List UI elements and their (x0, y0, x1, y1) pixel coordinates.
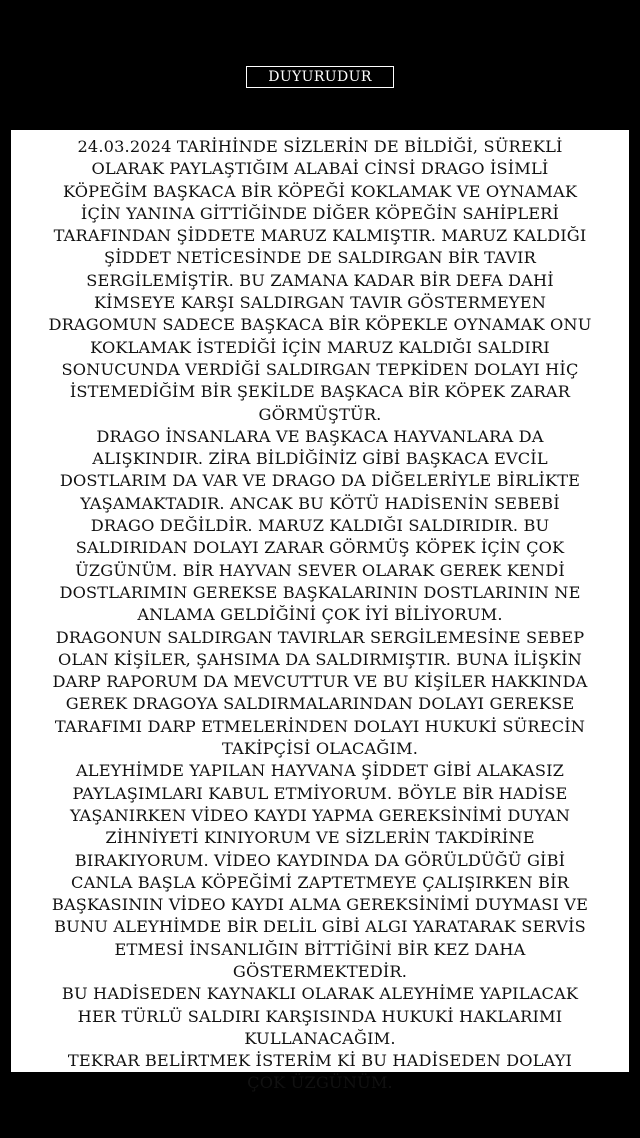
statement-line: DRAGOMUN SADECE BAŞKACA BİR KÖPEKLE OYNAMAK ONU (48, 315, 592, 335)
announcement-title: DUYURUDUR (246, 66, 394, 88)
statement-line: CANLA BAŞLA KÖPEĞİMİ ZAPTETMEYE ÇALIŞIRKEN BİR (71, 872, 569, 892)
statement-line: ŞİDDET NETİCESİNDE DE SALDIRGAN BİR TAVIR (104, 248, 536, 268)
statement-line: DOSTLARIMIN GEREKSE BAŞKALARININ DOSTLARININ NE (59, 582, 581, 602)
statement-line: DRAGO DEĞİLDİR. MARUZ KALDIĞI SALDIRIDIR. BU (90, 516, 550, 536)
statement-line: ANLAMA GELDİĞİNİ ÇOK İYİ BİLİYORUM. (137, 605, 503, 625)
statement-paper (11, 130, 629, 1093)
statement-line: DRAGO İNSANLARA VE BAŞKACA HAYVANLARA DA (96, 426, 544, 446)
statement-line: YAŞANIRKEN VİDEO KAYDI YAPMA GEREKSİNİMİ DUYAN (69, 805, 571, 825)
statement-text (11, 136, 629, 1095)
statement-line: SALDIRIDAN DOLAYI ZARAR GÖRMÜŞ KÖPEK İÇİN ÇOK (75, 538, 565, 558)
statement-line: HER TÜRLÜ SALDIRI KARŞISINDA HUKUKİ HAKLARIMI (77, 1006, 563, 1026)
statement-line: 24.03.2024 TARİHİNDE SİZLERİN DE BİLDİĞİ, SÜREKLİ (77, 137, 563, 156)
statement-line: İÇİN YANINA GİTTİĞİNDE DİĞER KÖPEĞİN SAHİPLERİ (80, 203, 560, 223)
statement-line: SONUCUNDA VERDİĞİ SALDIRGAN TEPKİDEN DOLAYI HİÇ (61, 359, 579, 379)
statement-line: TARAFINDAN ŞİDDETE MARUZ KALMIŞTIR. MARUZ KALDIĞI (53, 226, 587, 246)
statement-line: ÇOK ÜZGÜNÜM. (247, 1073, 393, 1093)
statement-line: ZİHNİYETİ KINIYORUM VE SİZLERİN TAKDİRİNE (105, 828, 535, 848)
statement-line: İSTEMEDİĞİM BİR ŞEKİLDE BAŞKACA BİR KÖPEK ZARAR (69, 382, 571, 402)
statement-line: DOSTLARIM DA VAR VE DRAGO DA DİĞELERİYLE BİRLİKTE (59, 471, 581, 491)
statement-line: KİMSEYE KARŞI SALDIRGAN TAVIR GÖSTERMEYEN (93, 293, 547, 313)
statement-line: TARAFIMI DARP ETMELERİNDEN DOLAYI HUKUKİ SÜRECİN (54, 716, 586, 736)
statement-line: KÖPEĞİM BAŞKACA BİR KÖPEĞİ KOKLAMAK VE OYNAMAK (62, 181, 578, 201)
statement-line: GÖRMÜŞTÜR. (258, 404, 382, 424)
statement-line: KOKLAMAK İSTEDİĞİ İÇİN MARUZ KALDIĞI SALDIRI (90, 337, 550, 357)
statement-line: YAŞAMAKTADIR. ANCAK BU KÖTÜ HADİSENİN SEBEBİ (80, 493, 560, 513)
statement-line: DARP RAPORUM DA MEVCUTTUR VE BU KİŞİLER HAKKINDA (52, 672, 588, 692)
statement-line: TEKRAR BELİRTMEK İSTERİM Kİ BU HADİSEDEN DOLAYI (67, 1051, 573, 1071)
statement-line: ALIŞKINDIR. ZİRA BİLDİĞİNİZ GİBİ BAŞKACA EVCİL (92, 449, 548, 469)
statement-line: ÜZGÜNÜM. BİR HAYVAN SEVER OLARAK GEREK KENDİ (75, 560, 565, 580)
statement-line: GÖSTERMEKTEDİR. (232, 961, 408, 981)
statement-line: OLARAK PAYLAŞTIĞIM ALABAİ CİNSİ DRAGO İSİMLİ (91, 159, 549, 179)
statement-line: BU HADİSEDEN KAYNAKLI OLARAK ALEYHİME YAPILACAK (61, 984, 579, 1004)
statement-line: SERGİLEMİŞTİR. BU ZAMANA KADAR BİR DEFA DAHİ (86, 270, 554, 290)
statement-line: TAKİPÇİSİ OLACAĞIM. (221, 739, 419, 759)
statement-line: GEREK DRAGOYA SALDIRMALARINDAN DOLAYI GEREKSE (65, 694, 575, 714)
statement-line: BUNU ALEYHİMDE BİR DELİL GİBİ ALGI YARATARAK SERVİS (54, 917, 586, 937)
statement-line: KULLANACAĞIM. (244, 1028, 396, 1048)
statement-line: OLAN KİŞİLER, ŞAHSIMA DA SALDIRMIŞTIR. BUNA İLİŞKİN (58, 649, 582, 669)
statement-line: BAŞKASININ VİDEO KAYDI ALMA GEREKSİNİMİ DUYMASI VE (51, 895, 589, 915)
statement-line: BIRAKIYORUM. VİDEO KAYDINDA DA GÖRÜLDÜĞÜ GİBİ (74, 850, 566, 870)
statement-line: DRAGONUN SALDIRGAN TAVIRLAR SERGİLEMESİNE SEBEP (55, 627, 585, 647)
statement-line: ALEYHİMDE YAPILAN HAYVANA ŞİDDET GİBİ ALAKASIZ (75, 761, 565, 781)
statement-line: ETMESİ İNSANLIĞIN BİTTİĞİNİ BİR KEZ DAHA (114, 939, 526, 959)
statement-line: PAYLAŞIMLARI KABUL ETMİYORUM. BÖYLE BİR HADİSE (72, 783, 568, 803)
